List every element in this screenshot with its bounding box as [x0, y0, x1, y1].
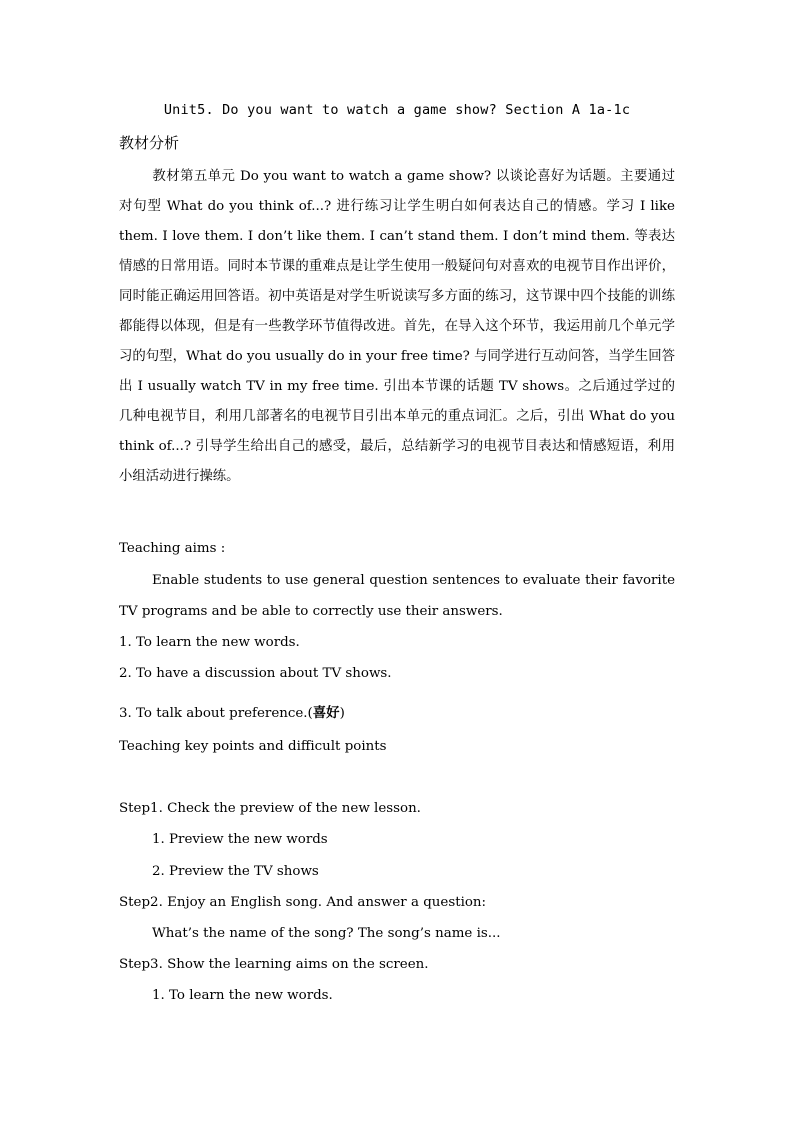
keypoints-heading: Teaching key points and difficult points	[119, 739, 387, 754]
aims-intro-text: Enable students to use general question sentences to evaluate their favorite TV programs and be able to correctly use their answers.	[119, 573, 675, 619]
step-1-item-a: 1. Preview the new words	[152, 832, 328, 847]
analysis-paragraph	[119, 162, 675, 492]
aims-heading: Teaching aims :	[119, 541, 226, 556]
aim-item-3	[119, 702, 345, 721]
analysis-heading: 教材分析	[119, 134, 180, 152]
analysis-paragraph-text: 教材第五单元 Do you want to watch a game show? 以谈论喜好为话题。主要通过对句型 What do you think of...? 进行练习让学生明白如何表达自己的情感。学习 I like them. I love them. I don’t like them. I can’t stand them. I don’t mind them. 等表达情感的日常用语。同时本节课的重难点是让学生使用一般疑问句对喜欢的电视节目作出评价，同时能正确运用回答语。初中英语是对学生听说读写多方面的练习，这节课中四个技能的训练都能得以体现，但是有一些教学环节值得改进。首先，在导入这个环节，我运用前几个单元学习的句型，What do you usually do in your free time? 与同学进行互动问答，当学生回答出 I usually watch TV in my free time. 引出本节课的话题 TV shows。之后通过学过的几种电视节目，利用几部著名的电视节目引出本单元的重点词汇。之后，引出 What do you think of...? 引导学生给出自己的感受，最后，总结新学习的电视节目表达和情感短语，利用小组活动进行操练。	[119, 169, 675, 484]
aim-item-3-text: 3. To talk about preference.(	[119, 706, 313, 721]
step-1-item-b: 2. Preview the TV shows	[152, 864, 319, 879]
step-2-question: What’s the name of the song? The song’s name is...	[152, 926, 501, 941]
step-2: Step2. Enjoy an English song. And answer a question:	[119, 895, 487, 910]
aim-item-3-close: )	[339, 706, 345, 721]
step-3: Step3. Show the learning aims on the screen.	[119, 957, 429, 972]
aim-item-1: 1. To learn the new words.	[119, 635, 300, 650]
aim-item-2: 2. To have a discussion about TV shows.	[119, 666, 392, 681]
aim-item-3-chinese: 喜好	[312, 705, 340, 721]
aims-intro	[119, 565, 675, 627]
step-3-item-a: 1. To learn the new words.	[152, 988, 333, 1003]
document-title: Unit5. Do you want to watch a game show? Section A 1a-1c	[163, 102, 631, 118]
step-1: Step1. Check the preview of the new lesson.	[119, 801, 421, 816]
